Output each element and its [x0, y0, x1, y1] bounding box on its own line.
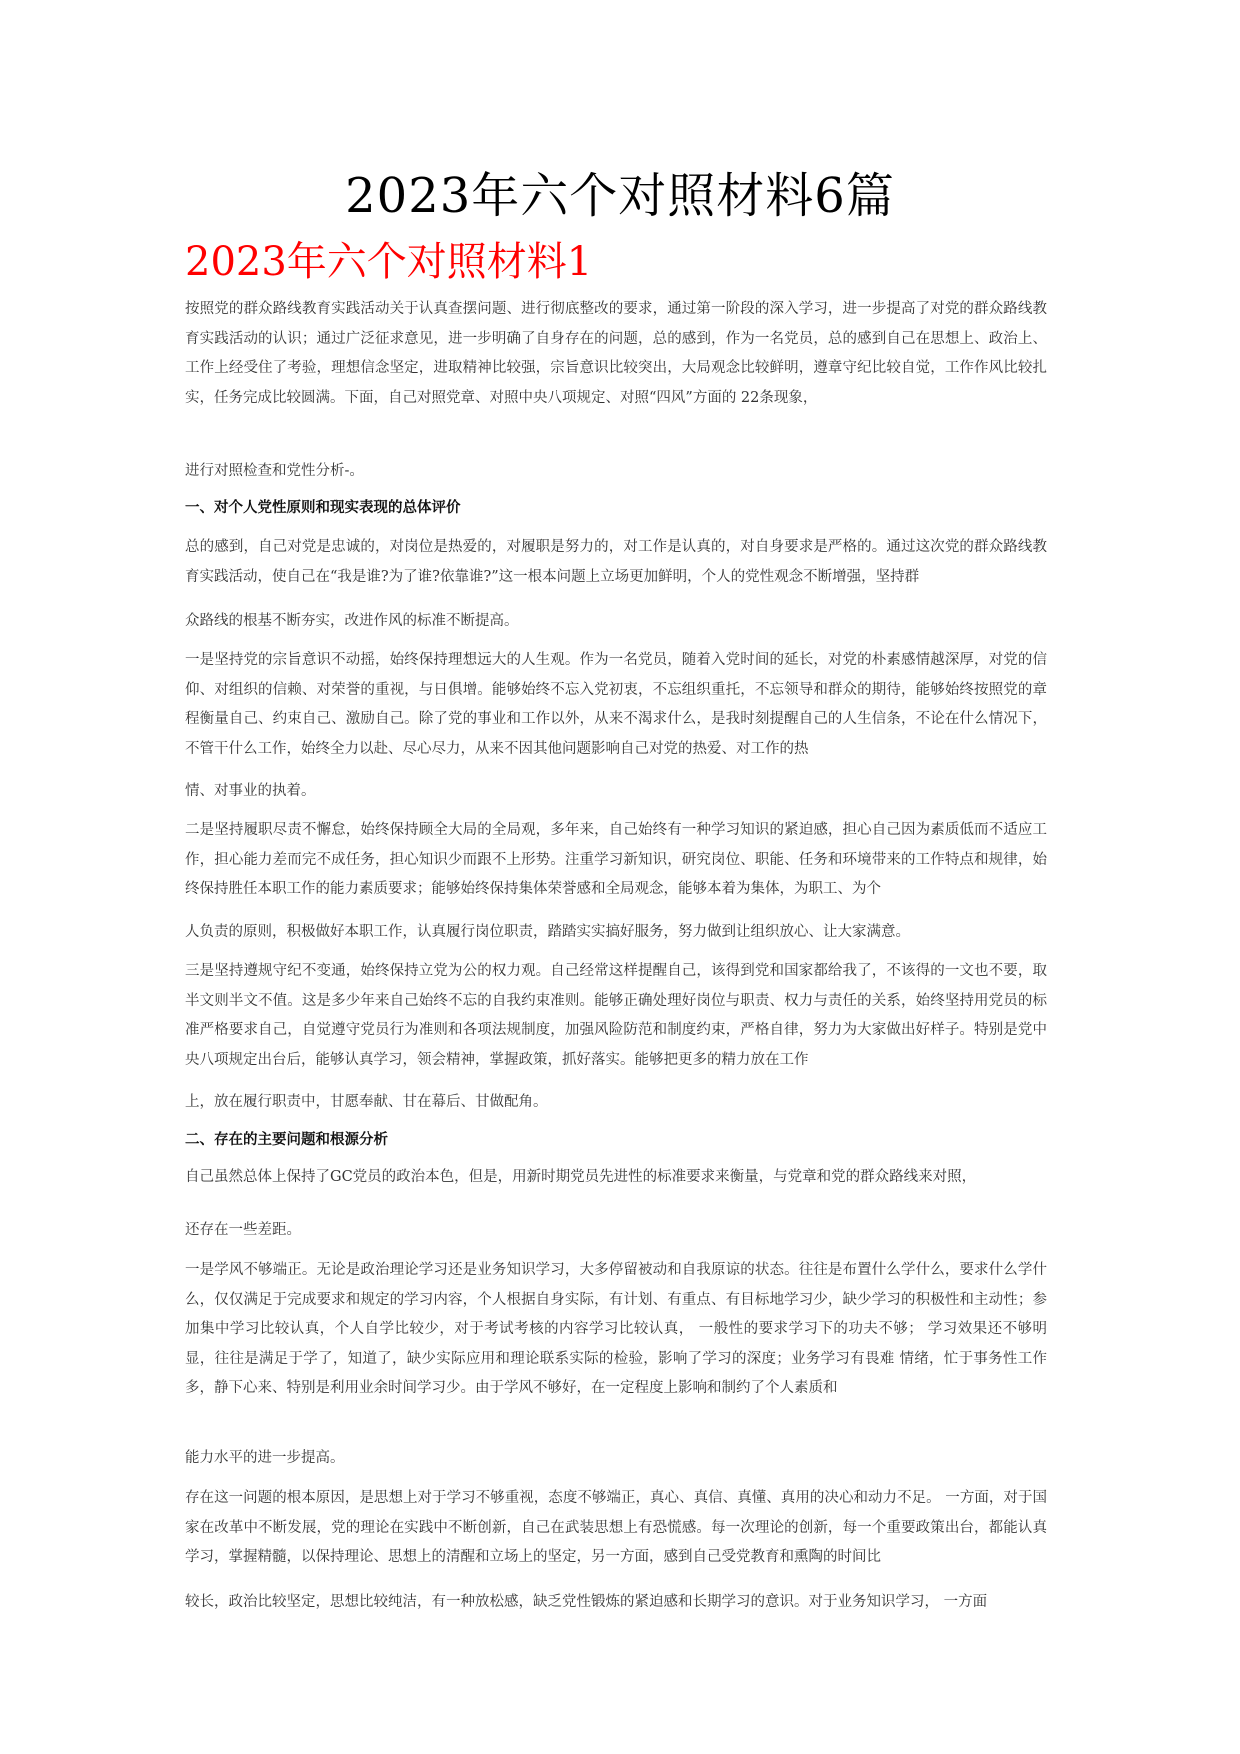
- paragraph: 一是坚持党的宗旨意识不动摇，始终保持理想远大的人生观。作为一名党员，随着入党时间的延长，对党的朴素感情越深厚，对党的信仰、对组织的信赖、对荣誉的重视，与日俱增。能够始终不忘入党初衷，不忘组织重托，不忘领导和群众的期待，能够始终按照党的章程衡量自己、约束自己、激励自己。除了党的事业和工作以外，从来不渴求什么，是我时刻提醒自己的人生信条，不论在什么情况下，不管干什么工作，始终全力以赴、尽心尽力，从来不因其他问题影响自己对党的热爱、对工作的热: [185, 652, 1047, 757]
- paragraph: 进行对照检查和党性分析-。: [185, 463, 364, 479]
- paragraph: 三是坚持遵规守纪不变通，始终保持立党为公的权力观。自己经常这样提醒自己，该得到党和国家都给我了，不该得的一文也不要，取半文则半文不值。这是多少年来自己始终不忘的自我约束准则。能够正确处理好岗位与职责、权力与责任的关系，始终坚持用党员的标准严格要求自己，自觉遵守党员行为准则和各项法规制度，加强风险防范和制度约束，严格自律，努力为大家做出好样子。特别是党中央八项规定出台后，能够认真学习，领会精神，掌握政策，抓好落实。能够把更多的精力放在工作: [185, 963, 1047, 1068]
- paragraph: 还存在一些差距。: [185, 1222, 301, 1238]
- paragraph: 存在这一问题的根本原因，是思想上对于学习不够重视，态度不够端正，真心、真信、真懂、真用的决心和动力不足。 一方面，对于国家在改革中不断发展，党的理论在实践中不断创新，自己在武装思想上有恐慌感。每一次理论的创新，每一个重要政策出台，都能认真学习，掌握精髓，以保持理论、思想上的清醒和立场上的坚定，另一方面，感到自己受党教育和熏陶的时间比: [185, 1490, 1047, 1565]
- paragraph: 上，放在履行职责中，甘愿奉献、甘在幕后、甘做配角。: [185, 1094, 548, 1110]
- paragraph: 二是坚持履职尽责不懈怠，始终保持顾全大局的全局观，多年来，自己始终有一种学习知识的紧迫感，担心自己因为素质低而不适应工作，担心能力差而完不成任务，担心知识少而跟不上形势。注重学习新知识，研究岗位、职能、任务和环境带来的工作特点和规律，始终保持胜任本职工作的能力素质要求；能够始终保持集体荣誉感和全局观念，能够本着为集体，为职工、为个: [185, 822, 1047, 897]
- paragraph: 众路线的根基不断夯实，改进作风的标准不断提高。: [185, 613, 519, 629]
- paragraph: 总的感到，自己对党是忠诚的，对岗位是热爱的，对履职是努力的，对工作是认真的，对自身要求是严格的。通过这次党的群众路线教育实践活动，使自己在“我是谁?为了谁?依靠谁?”这一根本问题上立场更加鲜明，个人的党性观念不断增强，坚持群: [185, 539, 1047, 585]
- paragraph: 情、对事业的执着。: [185, 783, 316, 799]
- paragraph: 按照党的群众路线教育实践活动关于认真查摆问题、进行彻底整改的要求，通过第一阶段的深入学习，进一步提高了对党的群众路线教育实践活动的认识；通过广泛征求意见，进一步明确了自身存在的问题，总的感到，作为一名党员，总的感到自己在思想上、政治上、工作上经受住了考验，理想信念坚定，进取精神比较强，宗旨意识比较突出，大局观念比较鲜明，遵章守纪比较自觉，工作作风比较扎实，任务完成比较圆满。下面，自己对照党章、对照中央八项规定、对照“四风”方面的 22条现象，: [185, 301, 1047, 406]
- section-title: 2023年六个对照材料1: [185, 239, 593, 285]
- paragraph: 一是学风不够端正。无论是政治理论学习还是业务知识学习，大多停留被动和自我原谅的状态。往往是布置什么学什么，要求什么学什么，仅仅满足于完成要求和规定的学习内容，个人根据自身实际，有计划、有重点、有目标地学习少，缺少学习的积极性和主动性；参加集中学习比较认真，个人自学比较少，对于考试考核的内容学习比较认真， 一般性的要求学习下的功夫不够； 学习效果还不够明显，往往是满足于学了，知道了，缺少实际应用和理论联系实际的检验，影响了学习的深度；业务学习有畏难 情绪，忙于事务性工作多，静下心来、特别是利用业余时间学习少。由于学风不够好，在一定程度上影响和制约了个人素质和: [185, 1262, 1047, 1396]
- paragraph: 自己虽然总体上保持了GC党员的政治本色，但是，用新时期党员先进性的标准要求来衡量，与党章和党的群众路线来对照，: [185, 1169, 977, 1185]
- paragraph: 能力水平的进一步提高。: [185, 1450, 345, 1466]
- paragraph: 较长，政治比较坚定，思想比较纯洁，有一种放松感，缺乏党性锻炼的紧迫感和长期学习的意识。对于业务知识学习， 一方面: [185, 1594, 988, 1610]
- section-heading: 一、对个人党性原则和现实表现的总体评价: [185, 500, 461, 516]
- section-heading: 二、存在的主要问题和根源分析: [185, 1132, 388, 1148]
- document-title: 2023年六个对照材料6篇: [345, 168, 895, 224]
- paragraph: 人负责的原则，积极做好本职工作，认真履行岗位职责，踏踏实实搞好服务，努力做到让组织放心、让大家满意。: [185, 924, 910, 940]
